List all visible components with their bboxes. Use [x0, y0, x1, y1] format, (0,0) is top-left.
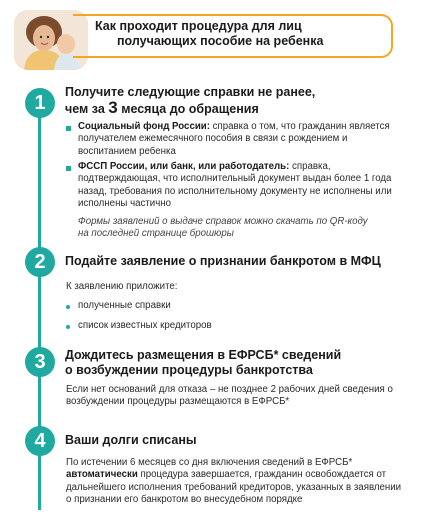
step-4-text-end: процедура завершается, гражданин освобождается от дальнейшего исполнения требований кредиторов, указанных в заявлении о признании его банкротом во внесудебном порядке [66, 469, 402, 506]
step-1-item-2 [78, 161, 408, 211]
step-4-emphasis: автоматически [66, 469, 138, 481]
bullet-icon [66, 126, 71, 131]
step-2-intro: К заявлению приложите: [66, 281, 178, 292]
step-3-title-line-2: о возбуждении процедуры банкротства [65, 363, 313, 377]
step-1-title [65, 85, 315, 117]
step-3-text: Если нет оснований для отказа – не позднее 2 рабочих дней сведения о возбуждении процедуры размещаются в ЕФРСБ* [66, 384, 393, 408]
step-2-item-2: список известных кредиторов [78, 320, 212, 331]
step-4-text [66, 457, 406, 507]
step-1-months-number: 3 [108, 98, 118, 117]
step-4-text-start: По истечении 6 месяцев со дня включения сведений в ЕФРСБ* [66, 457, 353, 468]
step-1-title-prefix: чем за [65, 102, 109, 116]
bullet-icon [66, 166, 71, 171]
bullet-icon [66, 325, 70, 329]
item-1-source: Социальный фонд России: [78, 121, 210, 132]
step-2-title: Подайте заявление о признании банкротом в МФЦ [65, 254, 381, 268]
page-title [95, 19, 395, 49]
step-1-item-1 [78, 121, 408, 158]
step-2-badge: 2 [25, 247, 55, 277]
step-4-badge: 4 [25, 426, 55, 456]
item-2-description: справка, подтверждающая, что исполнительный документ выдан более 1 года назад, требования по исполнительному документу не исполнены или исполнены частично [78, 161, 392, 210]
step-4-title: Ваши долги списаны [65, 433, 197, 447]
step-1-note: Формы заявлений о выдаче справок можно скачать по QR-коду на последней странице брошюры [78, 216, 368, 240]
step-1-title-line-1: Получите следующие справки не ранее, [65, 85, 316, 99]
title-line-1: Как проходит процедура для лиц [95, 19, 302, 33]
item-1-description: справка о том, что гражданин является получателем ежемесячного пособия в связи с рождением и воспитанием ребенка [78, 121, 390, 157]
step-2-item-1: полученные справки [78, 300, 171, 311]
step-3-title [65, 348, 341, 378]
item-2-source: ФССП России, или банк, или работодатель: [78, 161, 290, 172]
bullet-icon [66, 305, 70, 309]
step-3-title-line-1: Дождитесь размещения в ЕФРСБ* сведений [65, 348, 342, 362]
step-3-badge: 3 [25, 347, 55, 377]
title-line-2: получающих пособие на ребенка [117, 34, 324, 48]
step-1-badge: 1 [25, 88, 55, 118]
step-1-title-suffix: месяца до обращения [117, 102, 259, 116]
